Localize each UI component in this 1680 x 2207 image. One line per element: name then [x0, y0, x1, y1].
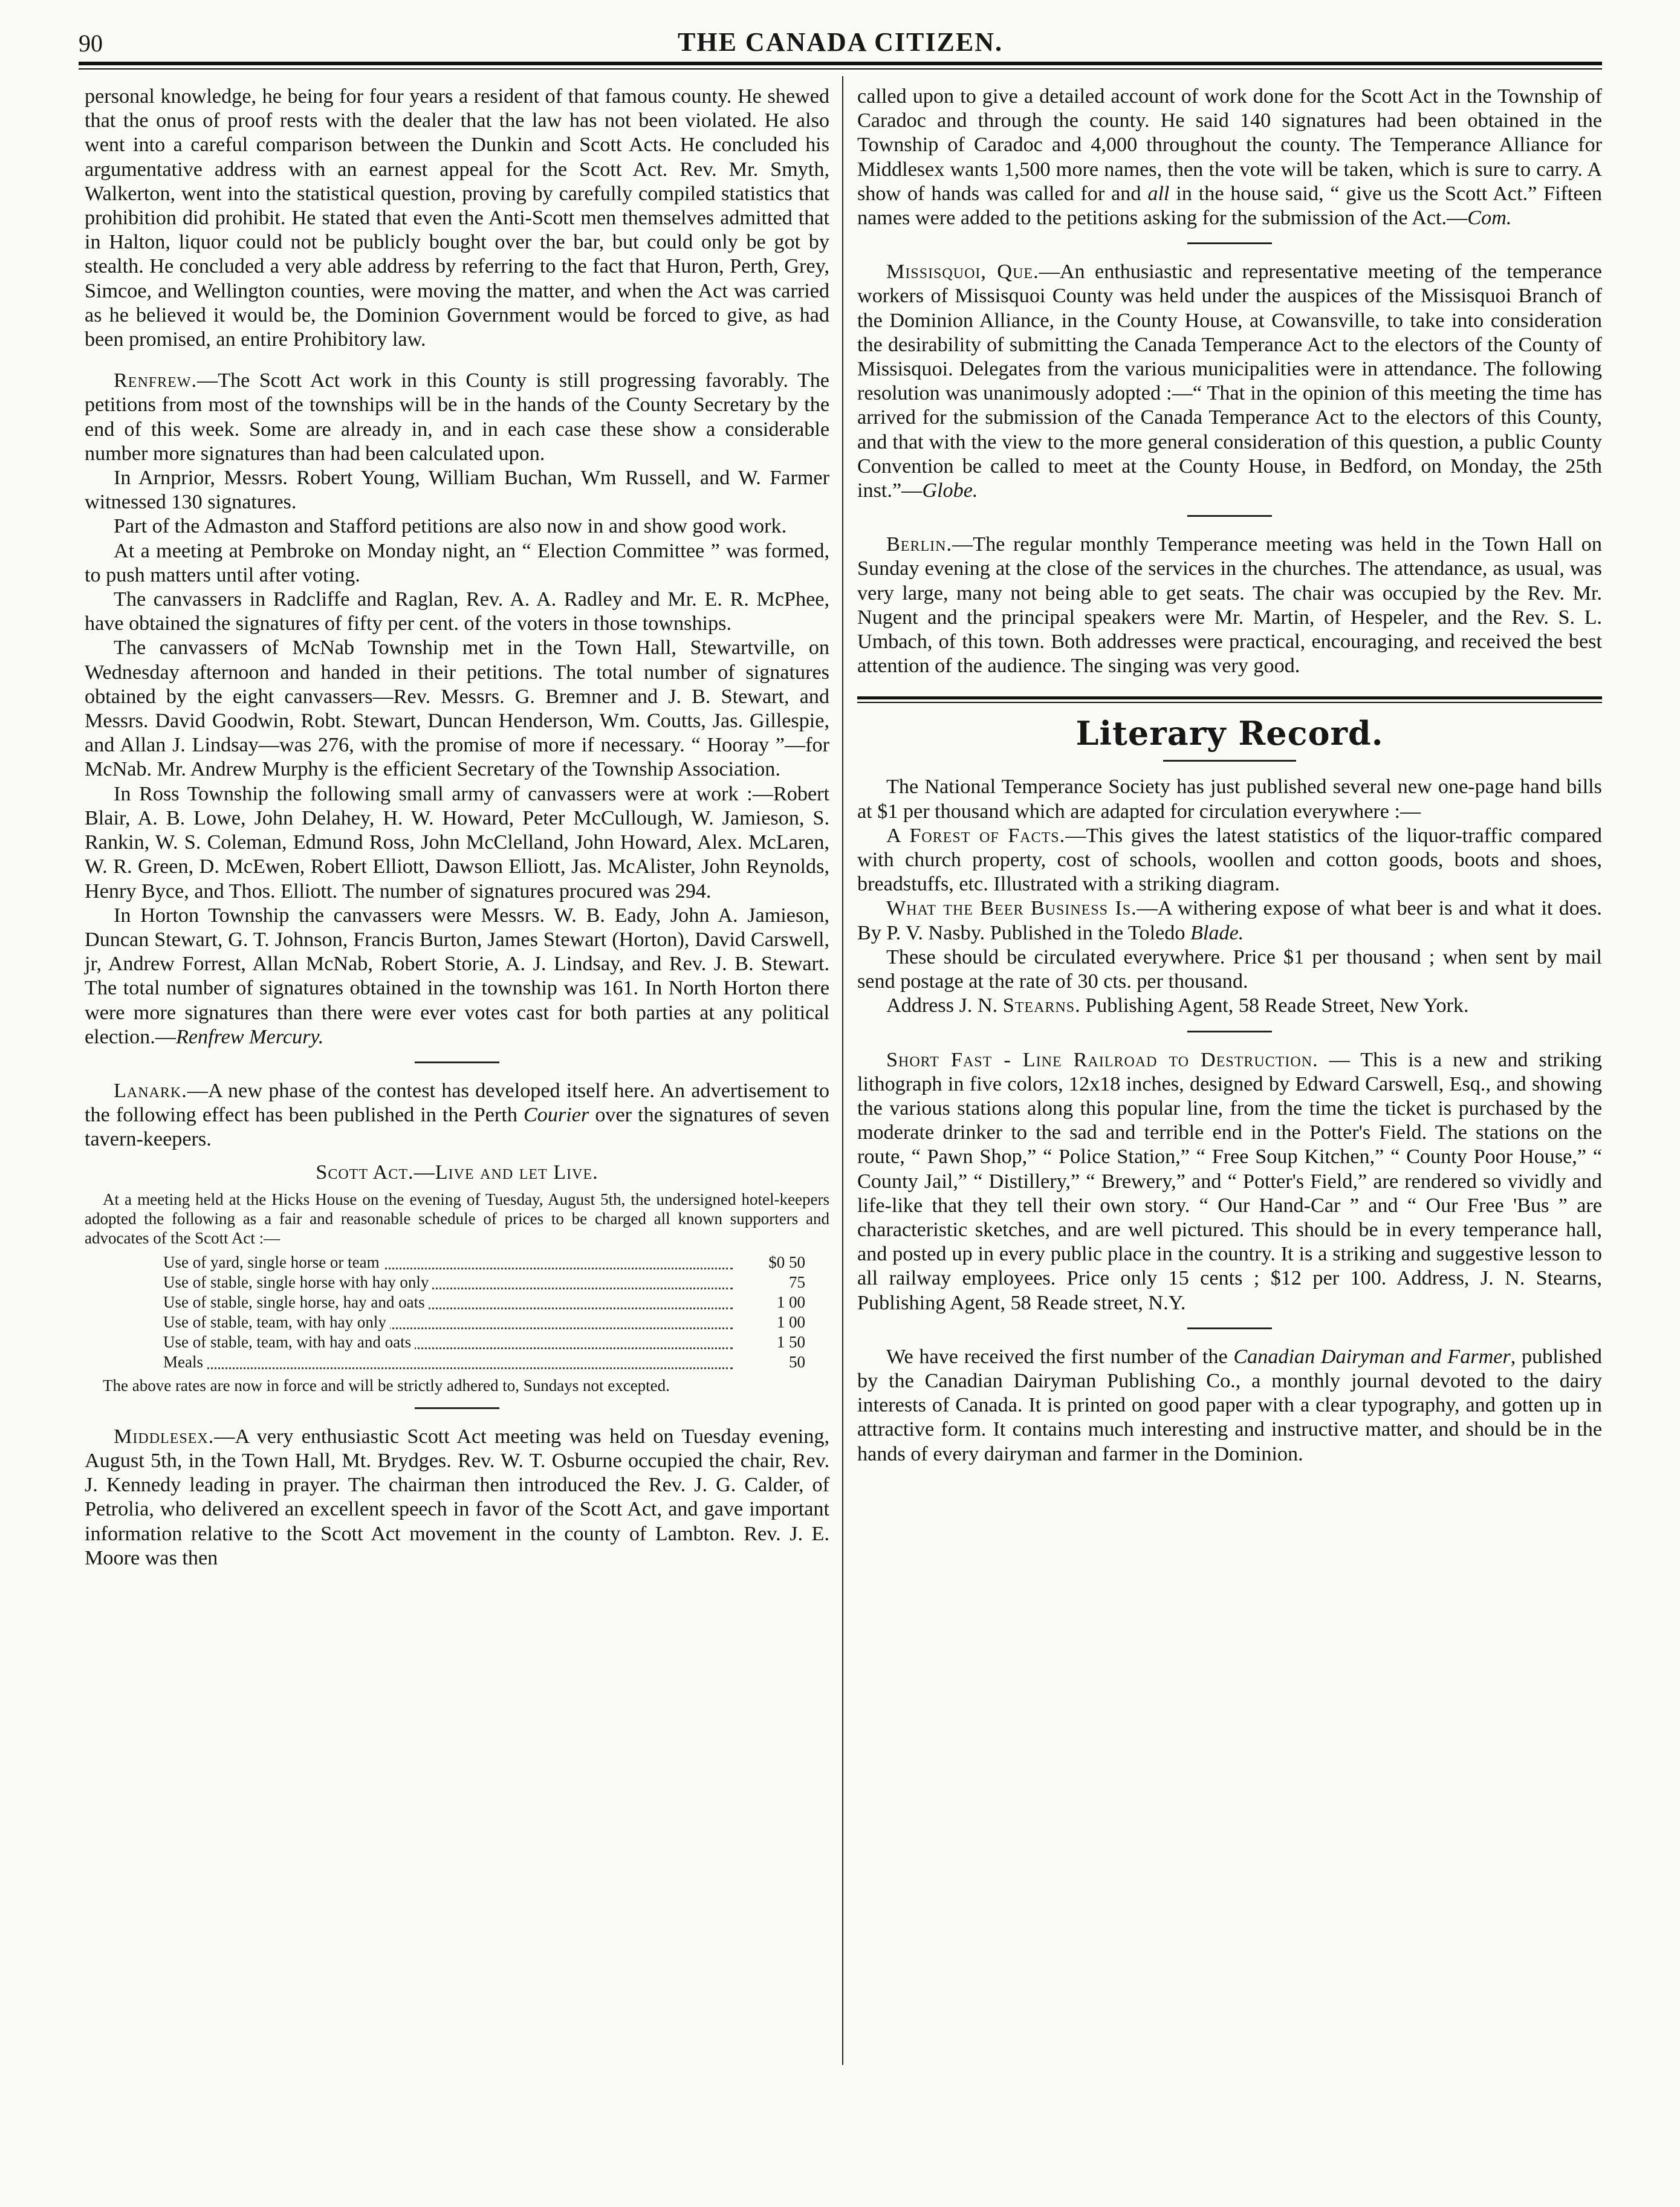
right-column — [857, 85, 1602, 1466]
circulation-price-paragraph: These should be circulated everywhere. Price $1 per thousand ; when sent by mail send postage at the rate of 30 cts. per thousand. — [857, 945, 1602, 993]
scott-act-speech-paragraph: personal knowledge, he being for four years a resident of that famous county. He shewed that the onus of proof rests with the dealer that the law has not been violated. He also went into a careful comparison between the Dunkin and Scott Acts. He concluded his argumentative address with an earnest appeal for the Scott Act. Rev. Mr. Smyth, Walkerton, went into the statistical question, proving by carefully compiled statistics that prohibition did prohibit. He stated that even the Anti-Scott men themselves admitted that in Halton, liquor could not be publicly bought over the bar, but could only be got by stealth. He concluded a very able address by referring to the fact that Huron, Perth, Grey, Simcoe, and Wellington counties, were moving the matter, and when the Act was carried as he believed it would be, the Dominion Government would be forced to give, as had been promised, an entire Prohibitory law. — [85, 85, 829, 351]
middlesex-paragraph: Middlesex.—A very enthusiastic Scott Act meeting was held on Tuesday evening, August 5th, in the Town Hall, Mt. Brydges. Rev. W. T. Osburne occupied the chair, Rev. J. Kennedy leading in prayer. The chairman then introduced the Rev. J. G. Calder, of Petrolia, who delivered an excellent speech in favor of the Scott Act, and gave important information relative to the Scott Act movement in the county of Lambton. Rev. J. E. Moore was then — [85, 1425, 829, 1569]
notice-intro: At a meeting held at the Hicks House on the evening of Tuesday, August 5th, the undersigned hotel-keepers adopted the following as a fair and reasonable schedule of prices to be charged all known supporters and advocates of the Scott Act :— — [85, 1190, 829, 1247]
fee-row: Use of yard, single horse or team $0 50 — [163, 1253, 805, 1271]
berlin-heading: Berlin. — [886, 533, 953, 556]
renfrew-heading: Renfrew. — [114, 369, 198, 392]
separator — [1187, 1327, 1272, 1329]
forest-of-facts-heading: A Forest of Facts. — [886, 824, 1066, 847]
middlesex-continued-paragraph: called upon to give a detailed account of work done for the Scott Act in the Township of Caradoc and through the county. He said 140 signatures had been obtained in the Township of Caradoc and 4,000 throughout the county. The Temperance Alliance for Middlesex wants 1,500 more names, then the vote will be taken, which is sure to carry. A show of hands was called for and all in the house said, “ give us the Scott Act.” Fifteen names were added to the petitions asking for the submission of the Act.—Com. — [857, 85, 1602, 230]
middlesex-source: Com. — [1467, 207, 1512, 230]
pembroke-paragraph: At a meeting at Pembroke on Monday night, an “ Election Committee ” was formed, to push matters until after voting. — [85, 539, 829, 586]
berlin-paragraph: Berlin.—The regular monthly Temperance meeting was held in the Town Hall on Sunday evening at the close of the services in the churches. The attendance, as usual, was very large, many not being able to get seats. The chair was occupied by the Rev. Mr. Nugent and the principal speakers were Mr. Martin, of Hespeler, and the Rev. S. L. Umbach, of this town. Both addresses were practical, encouraging, and received the best attention of the audience. The singing was very good. — [857, 533, 1602, 678]
short-fast-line-paragraph: Short Fast - Line Railroad to Destruction. — This is a new and striking lithograph in five colors, 12x18 inches, designed by Edward Carswell, Esq., and showing the various stations along this popular line, from the time the ticket is purchased by the moderate drinker to the sad and terrible end in the Potter's Field. The stations on the route, “ Pawn Shop,” “ Police Station,” “ Free Soup Kitchen,” “ County Poor House,” “ County Jail,” “ Distillery,” “ Brewery,” and “ Potter's Field,” are rendered so vividly and life-like that they tell their own story. “ Our Hand-Car ” and “ Our Free 'Bus ” are characteristic sketches, and are well pictured. This should be in every temperance hall, and posted up in every public place in the country. It is a striking and suggestive lesson to all railway employees. Price only 15 cents ; $12 per 100. Address, J. N. Stearns, Publishing Agent, 58 Reade street, N.Y. — [857, 1048, 1602, 1314]
fee-row: Meals 50 — [163, 1352, 805, 1371]
notice-title: Scott Act.—Live and let Live. — [316, 1161, 598, 1184]
admaston-paragraph: Part of the Admaston and Stafford petitions are also now in and show good work. — [114, 515, 787, 538]
left-column — [85, 85, 829, 1570]
beer-business-paragraph: What the Beer Business Is.—A withering expose of what beer is and what it does. By P. V. Nasby. Published in the Toledo Blade. — [857, 897, 1602, 944]
separator — [1187, 1031, 1272, 1032]
masthead-title: THE CANADA CITIZEN. — [678, 27, 1003, 57]
horton-township-paragraph: In Horton Township the canvassers were Messrs. W. B. Eady, John A. Jamieson, Duncan Stewart, G. T. Johnson, Francis Burton, James Stewart (Horton), David Carswell, jr, Andrew Forrest, Allan McNab, Robert Storie, A. J. Lindsay, and Rev. J. B. Stewart. The total number of signatures obtained in the township was 161. In North Horton there were more signatures than there were ever votes cast for both parties at any political election.—Renfrew Mercury. — [85, 904, 829, 1048]
mcnab-paragraph: The canvassers of McNab Township met in the Town Hall, Stewartville, on Wednesday afternoon and handed in their petitions. The total number of signatures obtained by the eight canvassers—Rev. Messrs. G. Bremner and J. B. Stewart, and Messrs. David Goodwin, Robt. Stewart, Duncan Henderson, Wm. Coutts, Jas. Gillespie, and Allan J. Lindsay—was 276, with the promise of more if necessary. “ Hooray ”—for McNab. Mr. Andrew Murphy is the efficient Secretary of the Township Association. — [85, 637, 829, 781]
literary-intro-paragraph: The National Temperance Society has just published several new one-page hand bills at $1 per thousand which are adapted for circulation everywhere :— — [857, 776, 1602, 823]
short-fast-line-heading: Short Fast - Line Railroad to Destruction. — [886, 1048, 1318, 1071]
notice-footer: The above rates are now in force and will be strictly adhered to, Sundays not excepted. — [103, 1376, 670, 1395]
address-paragraph: Address J. N. Stearns. Publishing Agent, 58 Reade Street, New York. — [886, 994, 1469, 1017]
separator — [415, 1061, 499, 1063]
beer-business-heading: What the Beer Business Is. — [886, 897, 1137, 920]
fee-row: Use of stable, team, with hay and oats 1 50 — [163, 1332, 805, 1351]
fee-row: Use of stable, single horse with hay only 75 — [163, 1272, 805, 1291]
lanark-paragraph: Lanark.—A new phase of the contest has developed itself here. An advertisement to the following effect has been published in the Perth Courier over the signatures of seven tavern-keepers. — [85, 1079, 830, 1151]
missisquoi-paragraph: Missisquoi, Que.—An enthusiastic and representative meeting of the temperance workers of Missisquoi County was held under the auspices of the Missisquoi Branch of the Dominion Alliance, in the County House, at Cowansville, to take into consideration the desirability of submitting the Canada Temperance Act to the electors of the County of Missisquoi. Delegates from the various municipalities were in attendance. The following resolution was unanimously adopted :—“ That in the opinion of this meeting the time has arrived for the submission of the Canada Temperance Act to the electors of this County, and that with the view to the more general consideration of this question, a public County Convention be called to meet at the County House, in Bedford, on Monday, the 25th inst.”—Globe. — [857, 261, 1602, 502]
renfrew-source: Renfrew Mercury. — [175, 1025, 324, 1048]
fee-schedule — [85, 1253, 829, 1372]
renfrew-paragraph: Renfrew.—The Scott Act work in this County is still progressing favorably. The petitions from most of the townships will be in the hands of the County Secretary by the end of this week. Some are already in, and in each case these show a considerable number more signatures than had been calculated upon. — [85, 369, 829, 465]
column-divider — [842, 76, 843, 2065]
masthead-rule — [79, 62, 1602, 70]
heading-underline — [1163, 760, 1296, 762]
fee-row: Use of stable, single horse, hay and oats 1 00 — [163, 1292, 805, 1311]
ross-township-paragraph: In Ross Township the following small army of canvassers were at work :—Robert Blair, A. B. Lowe, John Delahey, H. W. Howard, Peter McCullough, W. Jamieson, S. Rankin, W. S. Coleman, Edmund Ross, John McClelland, John Howard, Alex. McLaren, W. R. Green, D. McEwen, Robert Elliott, Dawson Elliott, Jas. McAlister, John Reynolds, Henry Byce, and Thos. Elliott. The number of signatures procured was 294. — [85, 782, 829, 903]
lanark-heading: Lanark. — [114, 1079, 187, 1102]
dairyman-paragraph: We have received the first number of the Canadian Dairyman and Farmer, published by the Canadian Dairyman Publishing Co., a monthly journal devoted to the dairy interests of Canada. It is printed on good paper with a clear typography, and gotten up in attractive form. It contains much interesting and instructive matter, and should be in the hands of every dairyman and farmer in the Dominion. — [857, 1345, 1602, 1465]
forest-of-facts-paragraph: A Forest of Facts.—This gives the latest statistics of the liquor-traffic compared with church property, cost of schools, woollen and cotton goods, boots and shoes, breadstuffs, etc. Illustrated with a striking diagram. — [857, 824, 1602, 896]
middlesex-heading: Middlesex. — [114, 1425, 215, 1448]
arnprior-paragraph: In Arnprior, Messrs. Robert Young, William Buchan, Wm Russell, and W. Farmer witnessed 130 signatures. — [85, 467, 829, 514]
fee-row: Use of stable, team, with hay only 1 00 — [163, 1312, 805, 1331]
section-rule — [857, 696, 1602, 703]
radcliffe-paragraph: The canvassers in Radcliffe and Raglan, Rev. A. A. Radley and Mr. E. R. McPhee, have obtained the signatures of fifty per cent. of the voters in those townships. — [85, 588, 829, 635]
separator — [1187, 242, 1272, 244]
separator — [1187, 515, 1272, 517]
page-number: 90 — [79, 30, 103, 57]
missisquoi-heading: Missisquoi, Que. — [886, 261, 1039, 284]
literary-record-heading: Literary Record. — [1075, 714, 1384, 753]
missisquoi-source: Globe. — [922, 479, 978, 502]
separator — [415, 1407, 499, 1409]
